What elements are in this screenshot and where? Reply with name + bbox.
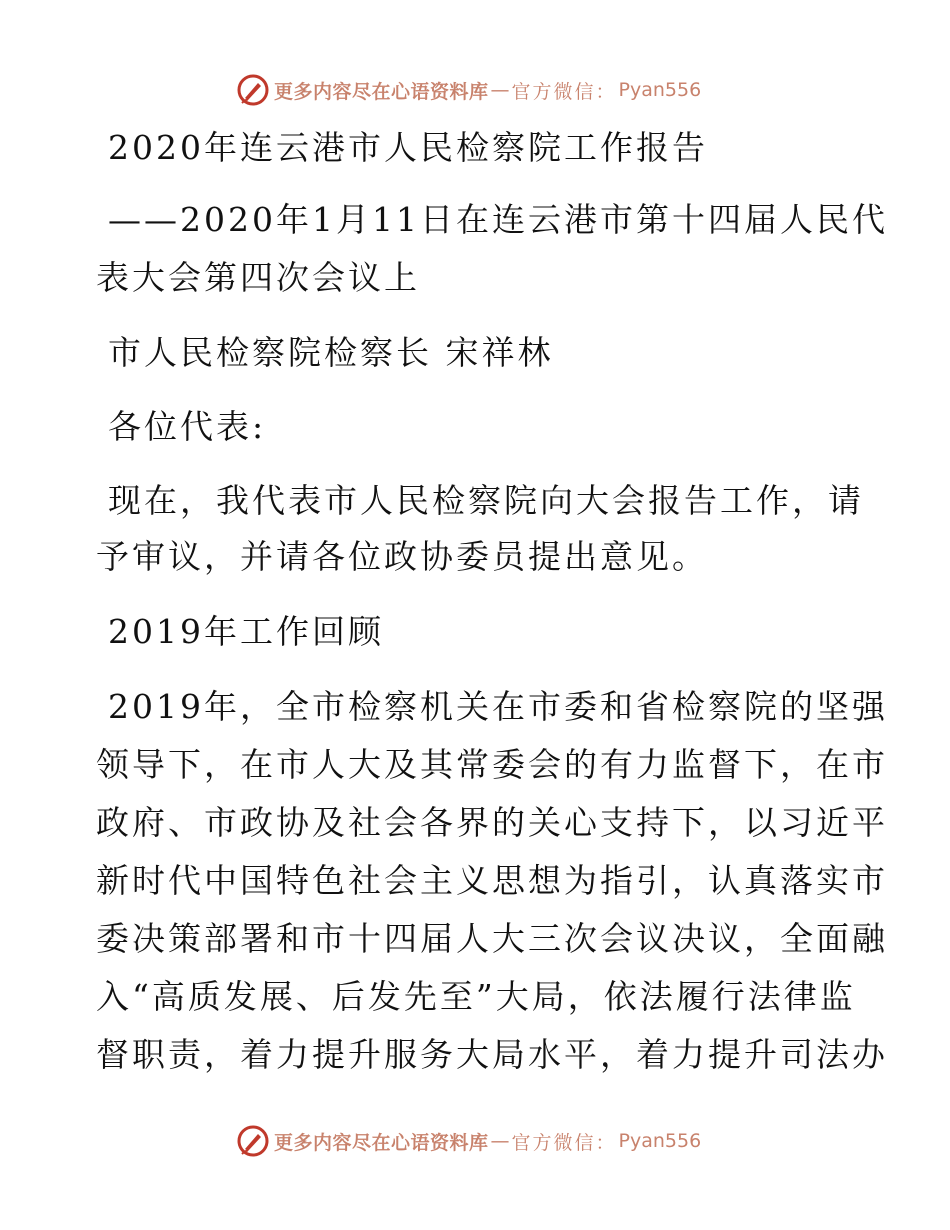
body-line-2: 领导下，在市人大及其常委会的有力监督下，在市	[96, 745, 888, 784]
salutation: 各位代表:	[108, 407, 267, 446]
body-line-4: 新时代中国特色社会主义思想为指引，认真落实市	[96, 861, 888, 900]
intro-line-2: 予审议，并请各位政协委员提出意见。	[96, 537, 708, 576]
body-line-6: 入“高质发展、后发先至”大局，依法履行法律监	[96, 977, 856, 1016]
subtitle-line-1: ——2020年1月11日在连云港市第十四届人民代	[108, 200, 888, 239]
watermark-banner-top	[236, 73, 701, 107]
pen-logo-icon	[236, 73, 270, 107]
watermark-main-text: 更多内容尽在心语资料库	[274, 1131, 489, 1154]
intro-line-1: 现在，我代表市人民检察院向大会报告工作，请	[108, 481, 864, 520]
pen-logo-icon	[236, 1124, 270, 1158]
body-line-1: 2019年，全市检察机关在市委和省检察院的坚强	[108, 687, 888, 726]
body-line-3: 政府、市政协及社会各界的关心支持下，以习近平	[96, 803, 888, 842]
watermark-banner-bottom	[236, 1124, 701, 1158]
watermark-dash: —	[490, 79, 510, 101]
document-title: 2020年连云港市人民检察院工作报告	[108, 128, 708, 167]
watermark-main-text: 更多内容尽在心语资料库	[274, 80, 489, 103]
subtitle-line-2: 表大会第四次会议上	[96, 258, 420, 297]
body-line-5: 委决策部署和市十四届人大三次会议决议，全面融	[96, 919, 888, 958]
body-line-7: 督职责，着力提升服务大局水平，着力提升司法办	[96, 1035, 888, 1074]
watermark-wechat-label: 官方微信：	[511, 1131, 617, 1154]
section-heading: 2019年工作回顾	[108, 612, 384, 651]
watermark-wechat-id: Pyan556	[618, 1130, 702, 1152]
watermark-wechat-id: Pyan556	[618, 79, 702, 101]
watermark-dash: —	[490, 1130, 510, 1152]
watermark-wechat-label: 官方微信：	[511, 80, 617, 103]
author-line: 市人民检察院检察长 宋祥林	[108, 333, 554, 372]
